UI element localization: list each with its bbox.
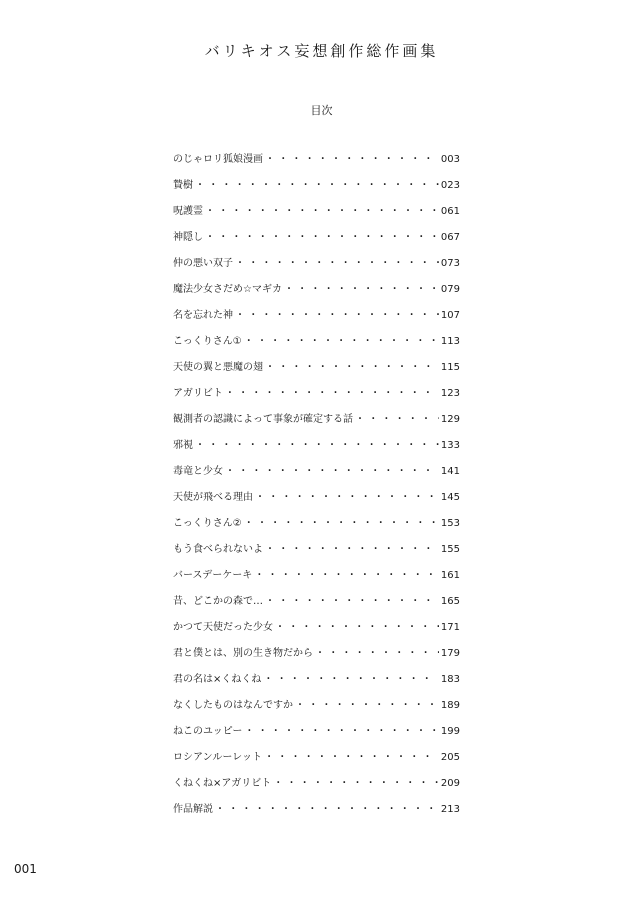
toc-entry-page: 061 xyxy=(440,206,460,217)
table-of-contents xyxy=(173,151,460,827)
toc-entry xyxy=(173,307,460,333)
toc-entry-title: 魔法少女さだめ☆マギカ xyxy=(173,284,282,295)
toc-entry-title: 仲の悪い双子 xyxy=(173,258,233,269)
toc-leader-dots xyxy=(315,645,439,663)
toc-entry xyxy=(173,385,460,411)
toc-heading: 目次 xyxy=(310,104,333,117)
toc-entry xyxy=(173,281,460,307)
toc-entry-title: 神隠し xyxy=(173,232,203,243)
toc-entry xyxy=(173,801,460,827)
toc-entry xyxy=(173,749,460,775)
toc-leader-dots xyxy=(265,593,439,611)
toc-entry xyxy=(173,255,460,281)
toc-entry-page: 209 xyxy=(440,778,460,789)
toc-entry-title: アガリビト xyxy=(173,388,223,399)
toc-entry-page: 115 xyxy=(440,362,460,373)
toc-entry-page: 129 xyxy=(440,414,460,425)
toc-entry xyxy=(173,333,460,359)
toc-entry-title: ロシアンルーレット xyxy=(173,752,263,763)
toc-leader-dots xyxy=(244,333,439,351)
toc-entry-page: 155 xyxy=(440,544,460,555)
toc-entry-title: かつて天使だった少女 xyxy=(173,622,273,633)
toc-entry-title: のじゃロリ狐娘漫画 xyxy=(173,154,263,165)
toc-entry-title: 作品解説 xyxy=(173,804,213,815)
toc-entry-title: こっくりさん② xyxy=(173,518,242,529)
toc-leader-dots xyxy=(265,541,439,559)
toc-leader-dots xyxy=(225,385,439,403)
toc-entry xyxy=(173,411,460,437)
toc-entry xyxy=(173,593,460,619)
toc-leader-dots xyxy=(215,801,439,819)
toc-leader-dots xyxy=(205,229,439,247)
toc-leader-dots xyxy=(225,463,439,481)
toc-entry-title: 君の名は×くねくね xyxy=(173,674,262,685)
toc-entry-title: こっくりさん① xyxy=(173,336,242,347)
toc-entry-page: 073 xyxy=(440,258,460,269)
toc-entry-page: 079 xyxy=(440,284,460,295)
toc-leader-dots xyxy=(244,515,439,533)
toc-entry-title: 贄樹 xyxy=(173,180,193,191)
toc-entry-page: 003 xyxy=(440,154,460,165)
toc-entry xyxy=(173,775,460,801)
toc-entry-title: 君と僕とは、別の生き物だから xyxy=(173,648,313,659)
toc-leader-dots xyxy=(284,281,439,299)
toc-entry-title: 名を忘れた神 xyxy=(173,310,233,321)
toc-entry xyxy=(173,645,460,671)
toc-entry-page: 189 xyxy=(440,700,460,711)
toc-leader-dots xyxy=(273,775,439,793)
toc-entry xyxy=(173,463,460,489)
toc-entry xyxy=(173,567,460,593)
toc-entry xyxy=(173,151,460,177)
toc-leader-dots xyxy=(255,489,439,507)
toc-leader-dots xyxy=(254,567,439,585)
toc-entry xyxy=(173,203,460,229)
toc-entry xyxy=(173,177,460,203)
toc-entry xyxy=(173,359,460,385)
toc-entry-title: バースデーケーキ xyxy=(173,570,253,581)
toc-entry-title: ねこのユッピー xyxy=(173,726,243,737)
toc-entry-page: 113 xyxy=(440,336,460,347)
toc-entry-page: 023 xyxy=(440,180,460,191)
toc-leader-dots xyxy=(295,697,439,715)
toc-leader-dots xyxy=(355,411,439,429)
toc-leader-dots xyxy=(265,359,439,377)
toc-entry-title: なくしたものはなんですか xyxy=(173,700,293,711)
toc-entry-page: 153 xyxy=(440,518,460,529)
toc-entry xyxy=(173,619,460,645)
toc-entry-title: 邪視 xyxy=(173,440,193,451)
book-title: バリキオス妄想創作総作画集 xyxy=(204,42,439,60)
toc-entry-page: 145 xyxy=(440,492,460,503)
toc-leader-dots xyxy=(275,619,439,637)
toc-entry-title: 昔、どこかの森で… xyxy=(173,596,263,607)
toc-entry-page: 133 xyxy=(440,440,460,451)
toc-entry xyxy=(173,671,460,697)
toc-entry-page: 183 xyxy=(440,674,460,685)
toc-leader-dots xyxy=(195,437,439,455)
toc-entry-page: 067 xyxy=(440,232,460,243)
toc-entry-page: 179 xyxy=(440,648,460,659)
toc-entry xyxy=(173,229,460,255)
toc-leader-dots xyxy=(265,151,439,169)
toc-entry-page: 205 xyxy=(440,752,460,763)
toc-leader-dots xyxy=(235,307,439,325)
toc-entry xyxy=(173,697,460,723)
toc-leader-dots xyxy=(244,723,439,741)
toc-entry-title: もう食べられないよ xyxy=(173,544,263,555)
toc-leader-dots xyxy=(195,177,439,195)
toc-entry-page: 161 xyxy=(440,570,460,581)
toc-entry-page: 141 xyxy=(440,466,460,477)
toc-entry-page: 213 xyxy=(440,804,460,815)
toc-entry-title: くねくね×アガリビト xyxy=(173,778,272,789)
toc-entry-page: 199 xyxy=(440,726,460,737)
toc-entry-title: 天使の翼と悪魔の翅 xyxy=(173,362,263,373)
toc-leader-dots xyxy=(263,671,439,689)
toc-entry-page: 165 xyxy=(440,596,460,607)
toc-entry-title: 呪護霊 xyxy=(173,206,203,217)
toc-leader-dots xyxy=(235,255,439,273)
toc-leader-dots xyxy=(205,203,439,221)
toc-entry-title: 観測者の認識によって事象が確定する話 xyxy=(173,414,353,425)
page-number: 001 xyxy=(14,862,37,876)
toc-entry-title: 毒竜と少女 xyxy=(173,466,223,477)
toc-entry-title: 天使が飛べる理由 xyxy=(173,492,253,503)
toc-entry-page: 123 xyxy=(440,388,460,399)
toc-entry-page: 171 xyxy=(440,622,460,633)
toc-leader-dots xyxy=(264,749,439,767)
toc-entry xyxy=(173,515,460,541)
toc-entry xyxy=(173,489,460,515)
toc-entry xyxy=(173,541,460,567)
toc-entry-page: 107 xyxy=(440,310,460,321)
toc-entry xyxy=(173,723,460,749)
toc-entry xyxy=(173,437,460,463)
